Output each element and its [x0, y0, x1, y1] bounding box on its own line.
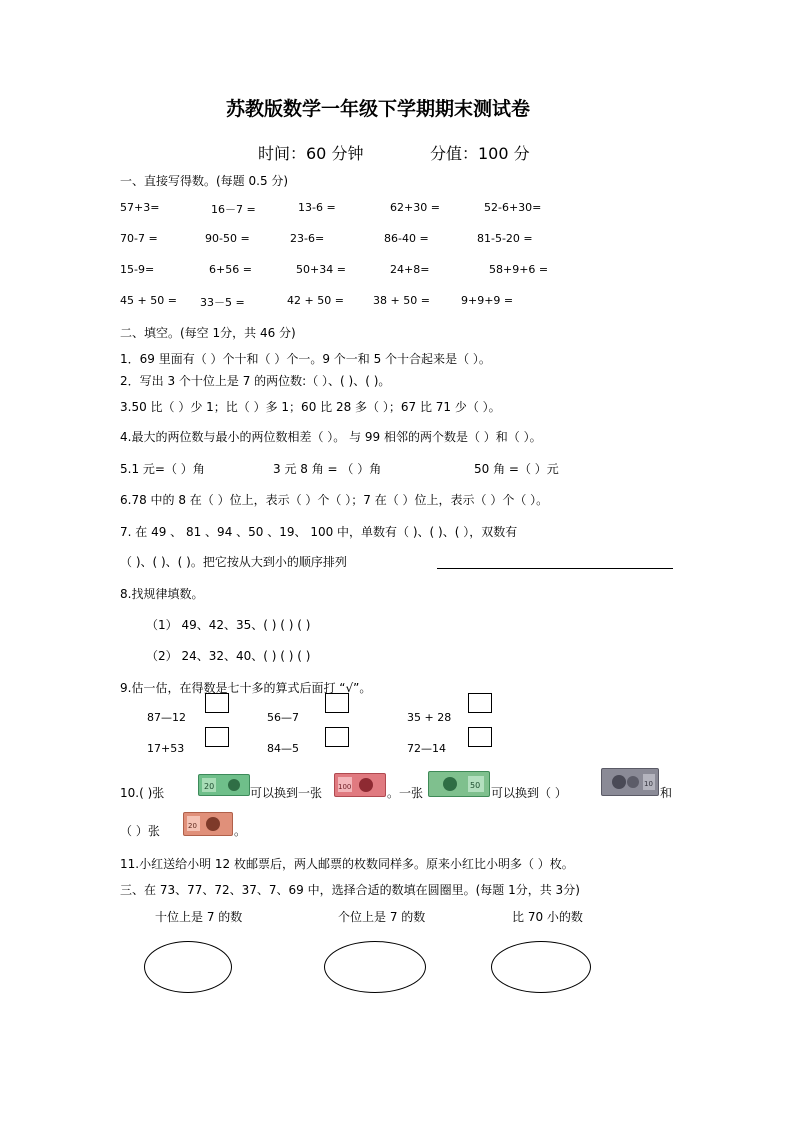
svg-text:50: 50	[470, 781, 481, 790]
arith-item: 50+34 =	[296, 263, 346, 276]
score-label: 分值：100 分	[430, 144, 530, 163]
arith-item: 86-40 =	[384, 232, 429, 245]
svg-text:100: 100	[338, 783, 352, 791]
arith-item: 13-6 =	[298, 201, 336, 214]
svg-text:20: 20	[188, 822, 197, 830]
time-label: 时间：60 分钟	[258, 144, 364, 163]
question-8-2: （2） 24、32、40、( ) ( ) ( )	[146, 649, 311, 663]
estimate-item: 35 + 28	[407, 711, 452, 724]
question-10-e: 和	[660, 786, 673, 800]
arith-item: 42 + 50 =	[287, 294, 344, 307]
question-10-a: 10.( )张	[120, 786, 165, 800]
check-box[interactable]	[205, 727, 229, 747]
arith-item: 33－5 =	[200, 296, 245, 309]
check-box[interactable]	[468, 693, 492, 713]
arith-item: 45 + 50 =	[120, 294, 177, 307]
check-box[interactable]	[205, 693, 229, 713]
arith-item: 9+9+9 =	[461, 294, 514, 307]
question-10-b: 可以换到一张	[250, 786, 323, 800]
question-9: 9.估一估，在得数是七十多的算式后面打 “√”。	[120, 681, 372, 695]
arith-item: 52-6+30=	[484, 201, 542, 214]
answer-circle[interactable]	[324, 941, 426, 993]
check-box[interactable]	[325, 693, 349, 713]
banknote-20-icon	[198, 774, 250, 796]
estimate-item: 72—14	[407, 742, 446, 755]
answer-line[interactable]	[437, 568, 673, 569]
arith-item: 16－7 =	[211, 203, 256, 216]
svg-text:10: 10	[644, 780, 653, 788]
question-5b: 3 元 8 角 = （ ）角	[273, 462, 382, 476]
check-box[interactable]	[325, 727, 349, 747]
circle-label: 十位上是 7 的数	[155, 910, 243, 924]
question-1: 1．69 里面有（ ）个十和（ ）个一。9 个一和 5 个十合起来是（ ）。	[120, 352, 491, 366]
question-4: 4.最大的两位数与最小的两位数相差（ ）。 与 99 相邻的两个数是（ ）和（ ）。	[120, 430, 542, 444]
question-8: 8.找规律填数。	[120, 587, 204, 601]
estimate-item: 87—12	[147, 711, 186, 724]
arith-item: 6+56 =	[209, 263, 252, 276]
estimate-item: 56—7	[267, 711, 299, 724]
question-3: 3.50 比（ ）少 1；比（ ）多 1；60 比 28 多（ ）；67 比 71 少（ ）。	[120, 400, 501, 414]
page-title: 苏教版数学一年级下学期期末测试卷	[226, 98, 531, 120]
arith-item: 23-6=	[290, 232, 325, 245]
arith-item: 24+8=	[390, 263, 430, 276]
arith-item: 57+3=	[120, 201, 160, 214]
question-6: 6.78 中的 8 在（ ）位上，表示（ ）个（ ）；7 在（ ）位上，表示（ ）个（ ）。	[120, 493, 549, 507]
banknote-100-icon	[334, 773, 386, 797]
question-5a: 5.1 元=（ ）角	[120, 462, 205, 476]
svg-text:20: 20	[204, 782, 215, 791]
arith-item: 70-7 =	[120, 232, 158, 245]
circle-label: 比 70 小的数	[512, 910, 583, 924]
section-2-header: 二、填空。(每空 1分，共 46 分)	[120, 326, 296, 340]
question-10-g: 。	[234, 824, 247, 838]
estimate-item: 17+53	[147, 742, 185, 755]
answer-circle[interactable]	[144, 941, 232, 993]
question-7a: 7. 在 49 、 81 、94 、50 、19、 100 中，单数有（ )、( )、( ），双数有	[120, 525, 518, 539]
arith-item: 90-50 =	[205, 232, 250, 245]
question-5c: 50 角 =（ ）元	[474, 462, 559, 476]
answer-circle[interactable]	[491, 941, 591, 993]
question-8-1: （1） 49、42、35、( ) ( ) ( )	[146, 618, 311, 632]
banknote-20-red-icon	[183, 812, 233, 836]
section-1-header: 一、直接写得数。(每题 0.5 分)	[120, 174, 289, 188]
check-box[interactable]	[468, 727, 492, 747]
arith-item: 58+9+6 =	[489, 263, 549, 276]
question-10-d: 可以换到（ ）	[491, 786, 567, 800]
question-11: 11.小红送给小明 12 枚邮票后，两人邮票的枚数同样多。原来小红比小明多（ ）枚。	[120, 857, 574, 871]
estimate-item: 84—5	[267, 742, 299, 755]
question-10-c: 。一张	[387, 786, 424, 800]
arith-item: 62+30 =	[390, 201, 440, 214]
section-3-header: 三、在 73、77、72、37、7、69 中，选择合适的数填在圆圈里。(每题 1分，共 3分)	[120, 883, 580, 897]
circle-label: 个位上是 7 的数	[338, 910, 426, 924]
arith-item: 81-5-20 =	[477, 232, 533, 245]
question-2: 2．写出 3 个十位上是 7 的两位数:（ ）、( )、( )。	[120, 374, 391, 388]
question-10-f: （ ）张	[120, 824, 160, 838]
banknote-50-icon	[428, 771, 490, 797]
arith-item: 15-9=	[120, 263, 155, 276]
arith-item: 38 + 50 =	[373, 294, 430, 307]
question-7b: （ )、( )、( )。把它按从大到小的顺序排列	[120, 555, 347, 569]
banknote-10-icon	[601, 768, 659, 796]
